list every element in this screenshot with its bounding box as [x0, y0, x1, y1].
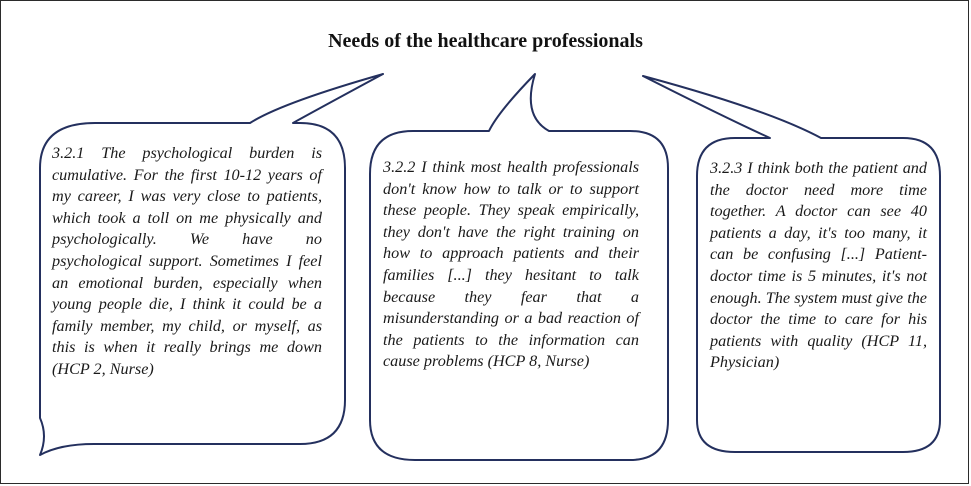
bubble-3-text: 3.2.3 I think both the patient and the doctor need more time together. A doctor can see 40 patients a day, it's too many, it can be confusing [...] Patient-doctor time is 5 minutes, it's not enough. The system must give the doctor the time to care for his patients with quality (HCP 11, Physician) [710, 159, 927, 372]
bubble-2-text: 3.2.2 I think most health professionals don't know how to talk or to support these people. They speak empirically, they don't have the right training on how to approach patients and their families [...] they hesitant to talk because they fear that a misunderstanding or a bad reaction of the patients to the information can cause problems (HCP 8, Nurse) [383, 158, 639, 371]
bubble-1-text: 3.2.1 The psychological burden is cumulative. For the first 10-12 years of my career, I was very close to patients, which took a toll on me physically and psychologically. We have no psychological support. Sometimes I feel an emotional burden, especially when young people die, I think it could be a family member, my child, or myself, as this is when it really brings me down (HCP 2, Nurse) [52, 144, 322, 378]
figure-title: Needs of the healthcare professionals [328, 30, 643, 52]
